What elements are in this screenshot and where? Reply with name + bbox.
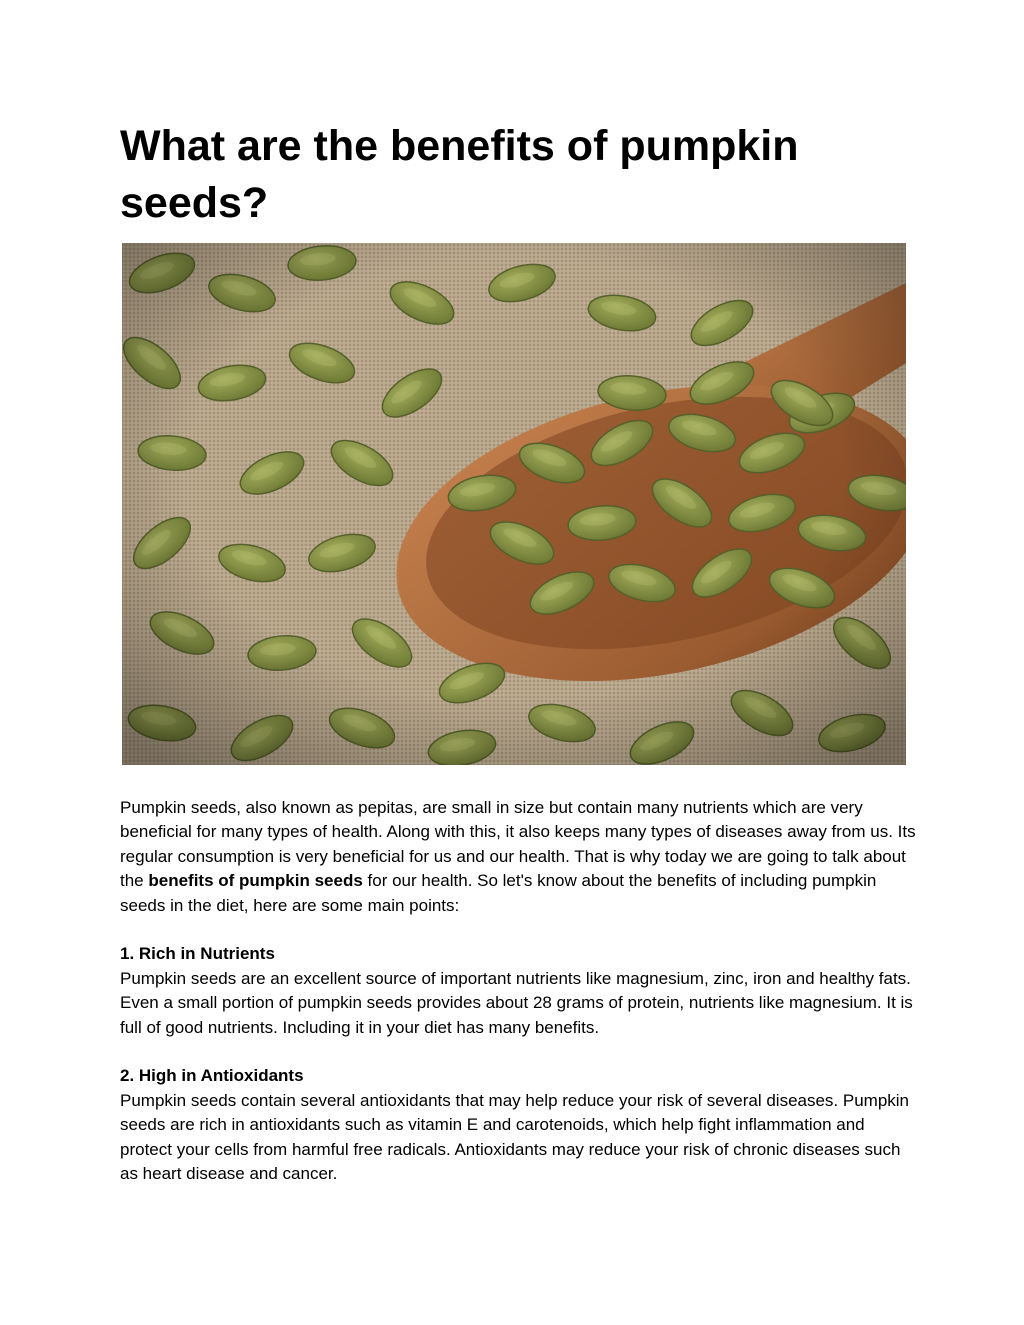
benefits-link-text: benefits of pumpkin seeds	[148, 871, 363, 891]
article-body	[120, 796, 920, 1186]
section-heading-antioxidants: 2. High in Antioxidants	[120, 1066, 304, 1086]
page-title: What are the benefits of pumpkin seeds?	[120, 122, 799, 227]
section-text-nutrients: Pumpkin seeds are an excellent source of important nutrients like magnesium, zinc, iron and healthy fats. Even a small portion of pumpkin seeds provides about 28 grams of protein, nutrients like magnesium. It is full of good nutrients. Including it in your diet has many benefits.	[120, 968, 913, 1037]
section-text-antioxidants: Pumpkin seeds contain several antioxidants that may help reduce your risk of several diseases. Pumpkin seeds are rich in antioxidants such as vitamin E and carotenoids, which help fight inflammation and protect your cells from harmful free radicals. Antioxidants may reduce your risk of chronic diseases such as heart disease and cancer.	[120, 1090, 910, 1184]
pumpkin-seeds-photo	[122, 243, 906, 765]
section-heading-nutrients: 1. Rich in Nutrients	[120, 944, 275, 964]
intro-paragraph: Pumpkin seeds, also known as pepitas, are small in size but contain many nutrients which are very beneficial for many types of health. Along with this, it also keeps many types of diseases away from us. Its regular consumption is very beneficial for us and our health. That is why today we are going to talk about the benefits of pumpkin seeds for our health. So let's know about the benefits of including pumpkin seeds in the diet, here are some main points:	[120, 798, 916, 915]
